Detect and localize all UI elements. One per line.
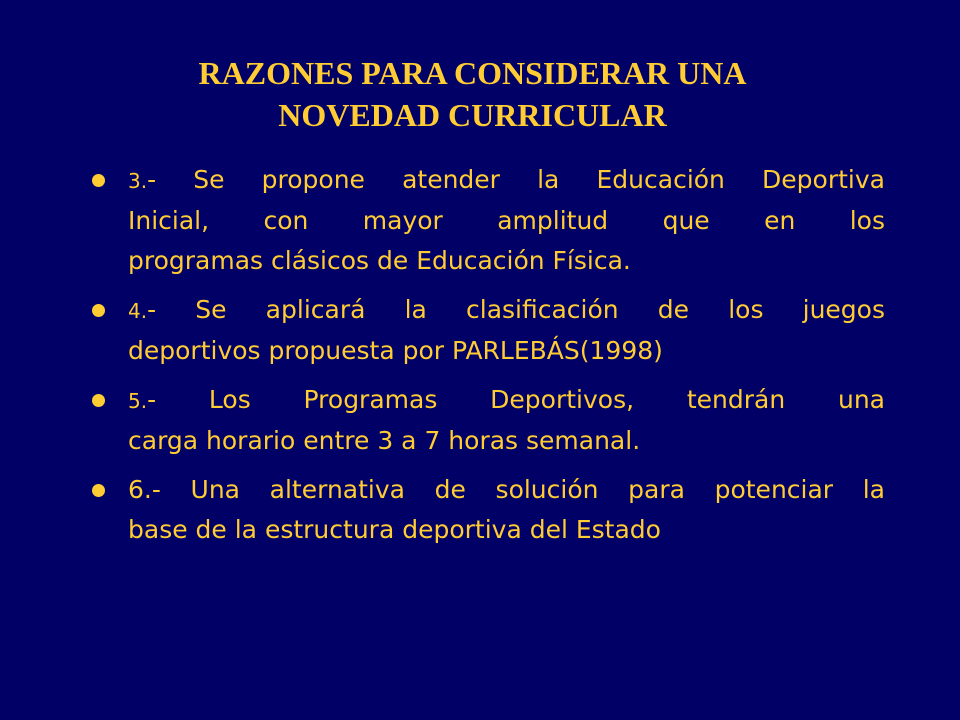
bullet-dot-icon [92, 174, 105, 187]
slide-title [100, 52, 845, 136]
bullet-item-4 [88, 290, 885, 371]
bullet-text-line: - Se aplicará la clasificación de los juegos [147, 295, 885, 324]
bullet-item-3 [88, 160, 885, 281]
title-line-1: RAZONES PARA CONSIDERAR UNA [198, 55, 747, 91]
bullet-text-line: - Una alternativa de solución para potenciar la [151, 475, 885, 504]
bullet-text-line: - Los Programas Deportivos, tendrán una [147, 385, 885, 414]
bullet-dot-icon [92, 304, 105, 317]
bullet-item-6 [88, 470, 885, 550]
bullet-number: 4. [128, 299, 148, 323]
bullet-text-line: deportivos propuesta por PARLEBÁS(1998) [128, 336, 663, 365]
bullet-number: 6. [128, 475, 152, 504]
bullet-text-line: - Se propone atender la Educación Deportiva [147, 165, 885, 194]
title-line-2: NOVEDAD CURRICULAR [278, 97, 667, 133]
bullet-text-line: programas clásicos de Educación Física. [128, 246, 631, 275]
bullet-list [88, 160, 885, 559]
bullet-number: 3. [128, 169, 148, 193]
bullet-item-5 [88, 380, 885, 461]
bullet-dot-icon [92, 394, 105, 407]
bullet-dot-icon [92, 484, 105, 497]
bullet-text-line: Inicial, con mayor amplitud que en los [128, 206, 885, 235]
bullet-number: 5. [128, 389, 148, 413]
bullet-text-line: carga horario entre 3 a 7 horas semanal. [128, 426, 641, 455]
bullet-text-line: base de la estructura deportiva del Estado [128, 515, 661, 544]
